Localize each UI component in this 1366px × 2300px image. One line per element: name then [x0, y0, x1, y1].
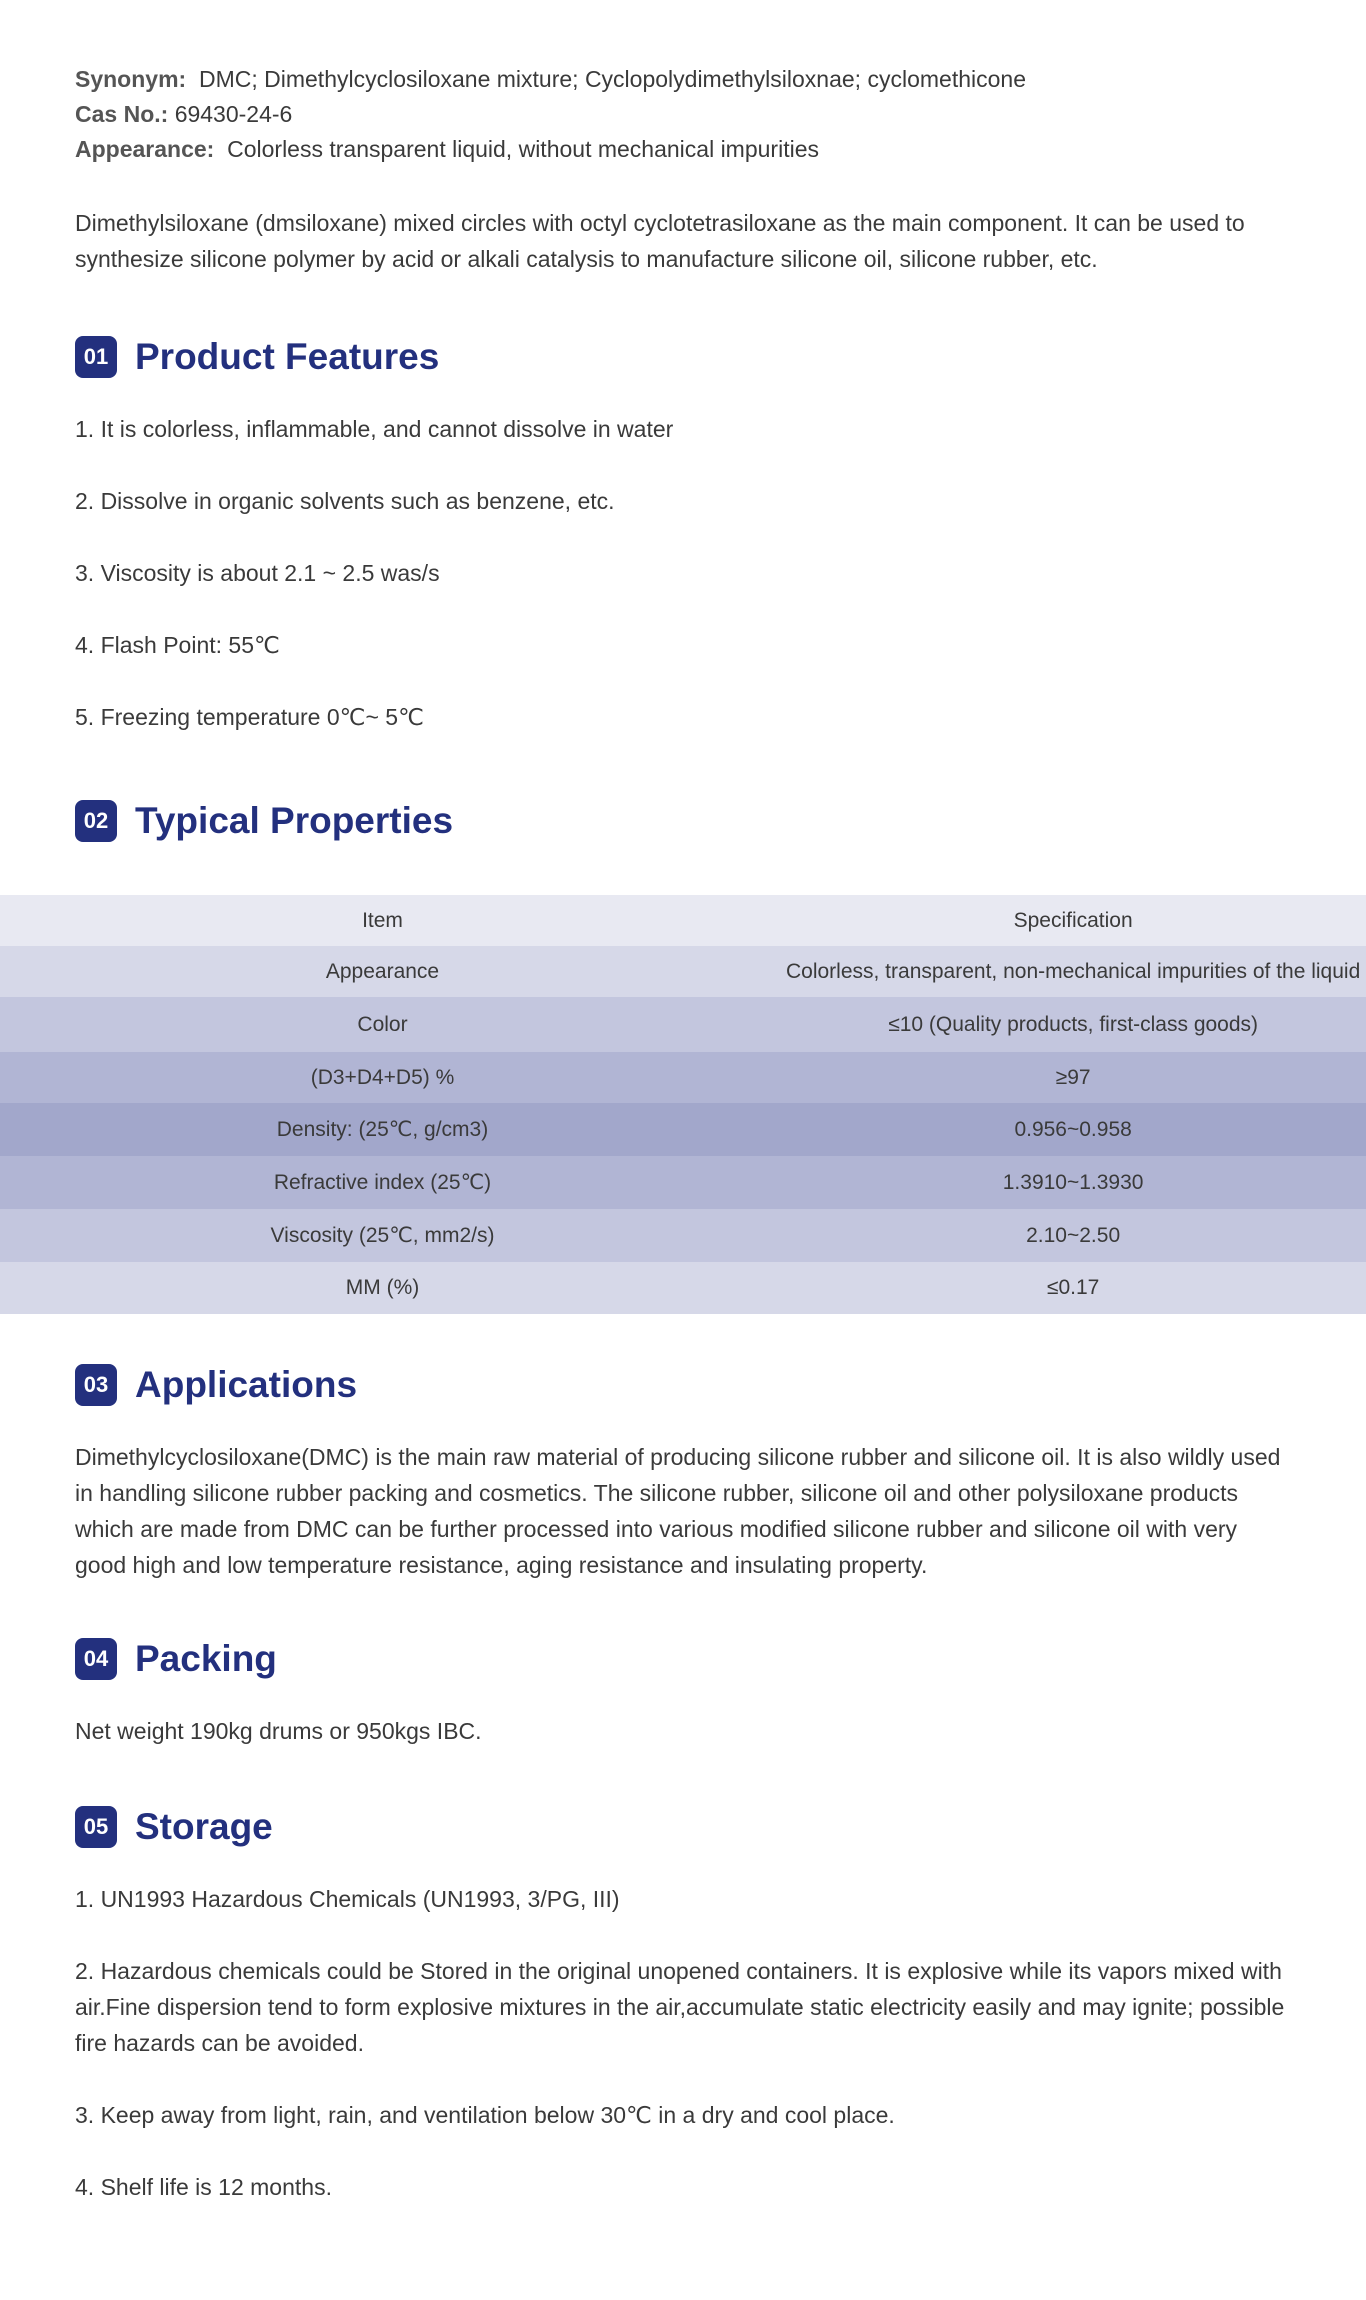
cell-text: Appearance — [325, 959, 440, 983]
table-row — [0, 1262, 1366, 1314]
table-row — [0, 1052, 1366, 1103]
section-number-badge: 02 — [75, 800, 117, 842]
table-cell-item — [0, 1262, 780, 1314]
table-cell-item — [0, 946, 780, 997]
table-cell-item — [0, 1052, 780, 1103]
synonym-line — [75, 62, 1291, 97]
section-header-properties — [75, 799, 1291, 843]
cell-text: Viscosity (25℃, mm2/s) — [270, 1224, 495, 1247]
table-header-row — [0, 895, 1366, 946]
table-cell-spec — [780, 1156, 1366, 1209]
section-title: Product Features — [135, 336, 440, 377]
list-item: 1. It is colorless, inflammable, and cannot dissolve in water — [75, 416, 674, 442]
table-cell-spec — [780, 1262, 1366, 1314]
synonym-label: Synonym: — [75, 66, 187, 92]
table-row — [0, 1156, 1366, 1209]
appearance-label: Appearance: — [75, 136, 215, 162]
cell-text: ≤10 (Quality products, first-class goods) — [888, 1012, 1259, 1036]
list-item: 5. Freezing temperature 0℃~ 5℃ — [75, 704, 424, 730]
list-item: 4. Flash Point: 55℃ — [75, 632, 280, 658]
table-cell-item — [0, 997, 780, 1052]
list-item: 1. UN1993 Hazardous Chemicals (UN1993, 3/PG, III) — [75, 1886, 620, 1912]
cell-text: Density: (25℃, g/cm3) — [276, 1118, 489, 1141]
table-row — [0, 1103, 1366, 1156]
table-cell-item — [0, 1209, 780, 1262]
list-item: 2. Hazardous chemicals could be Stored in the original unopened containers. It is explosive while its vapors mixed with air.Fine dispersion tend to form explosive mixtures in the air,accumulate static electricity easily and may ignite; possible fire hazards can be avoided. — [75, 1958, 1285, 2056]
cas-line — [75, 97, 1291, 132]
table-row — [0, 997, 1366, 1052]
properties-table — [0, 895, 1366, 1314]
cas-label: Cas No.: — [75, 101, 169, 127]
appearance-value: Colorless transparent liquid, without mechanical impurities — [227, 136, 819, 162]
table-cell-item — [0, 1156, 780, 1209]
cell-text: Refractive index (25℃) — [273, 1171, 492, 1194]
table-cell-spec — [780, 997, 1366, 1052]
list-item: 3. Keep away from light, rain, and ventilation below 30℃ in a dry and cool place. — [75, 2102, 895, 2128]
header-spec-label: Specification — [1013, 908, 1133, 932]
packing-paragraph: Net weight 190kg drums or 950kgs IBC. — [75, 1718, 482, 1744]
section-title: Applications — [135, 1364, 358, 1405]
cell-text: 2.10~2.50 — [1026, 1223, 1121, 1247]
table-cell-item — [0, 1103, 780, 1156]
cas-value: 69430-24-6 — [174, 101, 293, 127]
section-header-packing — [75, 1637, 1291, 1681]
section-title: Storage — [135, 1806, 273, 1847]
intro-paragraph: Dimethylsiloxane (dmsiloxane) mixed circles with octyl cyclotetrasiloxane as the main component. It can be used to synthesize silicone polymer by acid or alkali catalysis to manufacture silicone oil, silicone rubber, etc. — [75, 210, 1245, 272]
cell-text: 1.3910~1.3930 — [1002, 1170, 1144, 1194]
header-item-label: Item — [362, 908, 403, 932]
table-header-cell — [780, 895, 1366, 946]
cell-text: 0.956~0.958 — [1014, 1117, 1132, 1141]
list-item: 2. Dissolve in organic solvents such as benzene, etc. — [75, 488, 615, 514]
table-cell-spec — [780, 946, 1366, 997]
section-title: Packing — [135, 1638, 277, 1679]
table-header-cell — [0, 895, 780, 946]
table-row — [0, 1209, 1366, 1262]
cell-text: ≤0.17 — [1046, 1276, 1100, 1299]
list-item: 3. Viscosity is about 2.1 ~ 2.5 was/s — [75, 560, 440, 586]
cell-text: MM (%) — [345, 1276, 420, 1299]
table-cell-spec — [780, 1209, 1366, 1262]
section-title: Typical Properties — [135, 800, 454, 841]
table-cell-spec — [780, 1103, 1366, 1156]
applications-paragraph: Dimethylcyclosiloxane(DMC) is the main raw material of producing silicone rubber and silicone oil. It is also wildly used in handling silicone rubber packing and cosmetics. The silicone rubber, silicone oil and other polysiloxane products which are made from DMC can be further processed into various modified silicone rubber and silicone oil with very good high and low temperature resistance, aging resistance and insulating property. — [75, 1444, 1281, 1578]
cell-text: ≥97 — [1055, 1065, 1091, 1089]
list-item: 4. Shelf life is 12 months. — [75, 2174, 332, 2200]
synonym-value: DMC; Dimethylcyclosiloxane mixture; Cyclopolydimethylsiloxnae; cyclomethicone — [198, 66, 1026, 92]
section-header-applications — [75, 1363, 1291, 1407]
cell-text: Colorless, transparent, non-mechanical impurities of the liquid — [785, 959, 1361, 983]
product-meta — [75, 62, 1291, 167]
section-header-storage — [75, 1805, 1291, 1849]
storage-list — [75, 1881, 1291, 2205]
table-cell-spec — [780, 1052, 1366, 1103]
section-number-badge: 05 — [75, 1806, 117, 1848]
section-number-badge: 01 — [75, 336, 117, 378]
section-header-features — [75, 335, 1291, 379]
features-list — [75, 411, 1291, 735]
section-number-badge: 04 — [75, 1638, 117, 1680]
table-row — [0, 946, 1366, 997]
cell-text: (D3+D4+D5) % — [310, 1065, 455, 1089]
appearance-line — [75, 132, 1291, 167]
cell-text: Color — [357, 1012, 408, 1036]
section-number-badge: 03 — [75, 1364, 117, 1406]
